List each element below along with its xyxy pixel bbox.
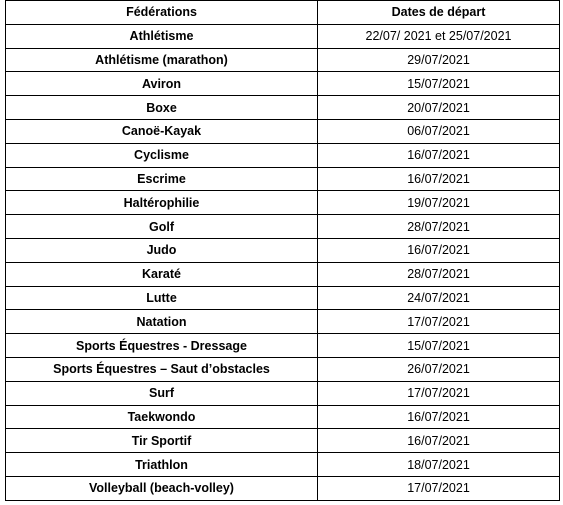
federation-name: Tir Sportif [6, 429, 318, 453]
table-row [6, 24, 560, 48]
departure-date: 15/07/2021 [318, 334, 560, 358]
table-body [6, 24, 560, 500]
departure-date: 28/07/2021 [318, 215, 560, 239]
table-row [6, 96, 560, 120]
federation-name: Athlétisme (marathon) [6, 48, 318, 72]
table-row [6, 453, 560, 477]
table-row [6, 429, 560, 453]
departure-date: 28/07/2021 [318, 262, 560, 286]
table-row [6, 405, 560, 429]
federation-name: Volleyball (beach-volley) [6, 476, 318, 500]
departure-date: 26/07/2021 [318, 357, 560, 381]
federation-name: Sports Équestres – Saut d’obstacles [6, 357, 318, 381]
table-row [6, 48, 560, 72]
departure-dates-table [5, 0, 560, 501]
departure-date: 15/07/2021 [318, 72, 560, 96]
departure-date: 19/07/2021 [318, 191, 560, 215]
federation-name: Taekwondo [6, 405, 318, 429]
federation-name: Sports Équestres - Dressage [6, 334, 318, 358]
table-row [6, 143, 560, 167]
federation-name: Aviron [6, 72, 318, 96]
federation-name: Haltérophilie [6, 191, 318, 215]
federation-name: Lutte [6, 286, 318, 310]
federation-name: Karaté [6, 262, 318, 286]
departure-date: 24/07/2021 [318, 286, 560, 310]
table-row [6, 357, 560, 381]
departure-date: 16/07/2021 [318, 405, 560, 429]
departure-date: 22/07/ 2021 et 25/07/2021 [318, 24, 560, 48]
departure-date: 17/07/2021 [318, 310, 560, 334]
federation-name: Surf [6, 381, 318, 405]
federation-name: Escrime [6, 167, 318, 191]
federation-name: Cyclisme [6, 143, 318, 167]
table-row [6, 215, 560, 239]
header-departure-dates: Dates de départ [318, 1, 560, 25]
table-row [6, 167, 560, 191]
departure-date: 16/07/2021 [318, 143, 560, 167]
table-row [6, 476, 560, 500]
departure-date: 16/07/2021 [318, 167, 560, 191]
table-header-row [6, 1, 560, 25]
federation-name: Canoë-Kayak [6, 119, 318, 143]
federation-name: Judo [6, 238, 318, 262]
federation-name: Natation [6, 310, 318, 334]
federation-name: Boxe [6, 96, 318, 120]
table-row [6, 119, 560, 143]
departure-date: 17/07/2021 [318, 476, 560, 500]
departure-date: 29/07/2021 [318, 48, 560, 72]
header-federations: Fédérations [6, 1, 318, 25]
table-row [6, 310, 560, 334]
departure-date: 20/07/2021 [318, 96, 560, 120]
departure-date: 06/07/2021 [318, 119, 560, 143]
departure-date: 16/07/2021 [318, 429, 560, 453]
federation-name: Triathlon [6, 453, 318, 477]
table-row [6, 191, 560, 215]
table-row [6, 286, 560, 310]
departure-date: 18/07/2021 [318, 453, 560, 477]
table-row [6, 238, 560, 262]
federation-name: Athlétisme [6, 24, 318, 48]
table-row [6, 262, 560, 286]
table-row [6, 381, 560, 405]
table-row [6, 334, 560, 358]
federation-name: Golf [6, 215, 318, 239]
table-row [6, 72, 560, 96]
departure-date: 16/07/2021 [318, 238, 560, 262]
departure-date: 17/07/2021 [318, 381, 560, 405]
